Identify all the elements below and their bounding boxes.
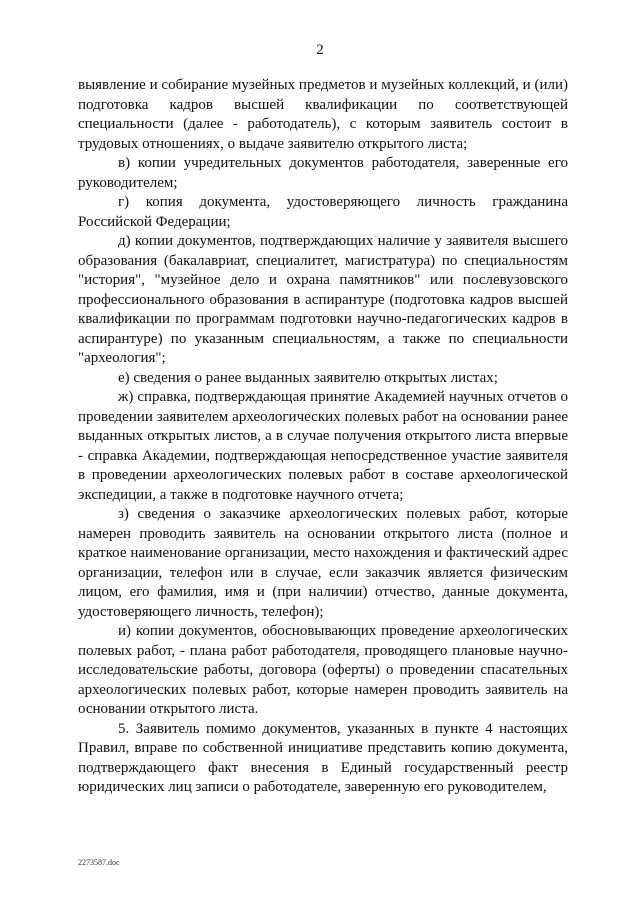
paragraph-item-e: е) сведения о ранее выданных заявителю открытых листах; <box>118 369 498 386</box>
document-body <box>78 76 568 798</box>
paragraph-item-d: д) копии документов, подтверждающих наличие у заявителя высшего образования (бакалавриат, специалитет, магистратура) по специальностям "история", "музейное дело и охрана памятников" или послевузовского профессионального образования в аспирантуре (подготовка кадров высшей квалификации по программам подготовки научно-педагогических кадров в аспирантуре) по указанным специальностям, а также по специальности "археология"; <box>78 233 568 366</box>
paragraph-item-z: з) сведения о заказчике археологических полевых работ, которые намерен проводить заявитель на основании открытого листа (полное и краткое наименование организации, место нахождения и фактический адрес организации, телефон или в случае, если заказчик является физическим лицом, его фамилия, имя и (при наличии) отчество, данные документа, удостоверяющего личность, телефон); <box>78 506 568 620</box>
paragraph-item-v: в) копии учредительных документов работодателя, заверенные его руководителем; <box>78 155 568 191</box>
paragraph-point-5: 5. Заявитель помимо документов, указанных в пункте 4 настоящих Правил, вправе по собственной инициативе представить копию документа, подтверждающего факт внесения в Единый государственный реестр юридических лиц записи о работодателе, заверенную его руководителем, <box>78 720 568 795</box>
paragraph-item-zh: ж) справка, подтверждающая принятие Академией научных отчетов о проведении заявителем археологических полевых работ на основании ранее выданных открытых листов, а в случае получения открытого листа впервые - справка Академии, подтверждающая непосредственное участие заявителя в проведении археологических полевых работ в составе археологической экспедиции, а также в подготовке научного отчета; <box>78 389 568 503</box>
page-number: 2 <box>316 42 324 58</box>
paragraph-continuation: выявление и собирание музейных предметов и музейных коллекций, и (или) подготовка кадров высшей квалификации по соответствующей специальности (далее - работодатель), с которым заявитель состоит в трудовых отношениях, о выдаче заявителю открытого листа; <box>78 77 568 152</box>
paragraph-item-i: и) копии документов, обосновывающих проведение археологических полевых работ, - плана работ работодателя, проводящего плановые научно-исследовательские работы, договора (оферты) о проведении спасательных археологических полевых работ, которые намерен проводить заявитель на основании открытого листа. <box>78 623 568 717</box>
paragraph-item-g: г) копия документа, удостоверяющего личность гражданина Российской Федерации; <box>78 194 568 230</box>
footer-file-code: 2273587.doc <box>78 858 120 867</box>
